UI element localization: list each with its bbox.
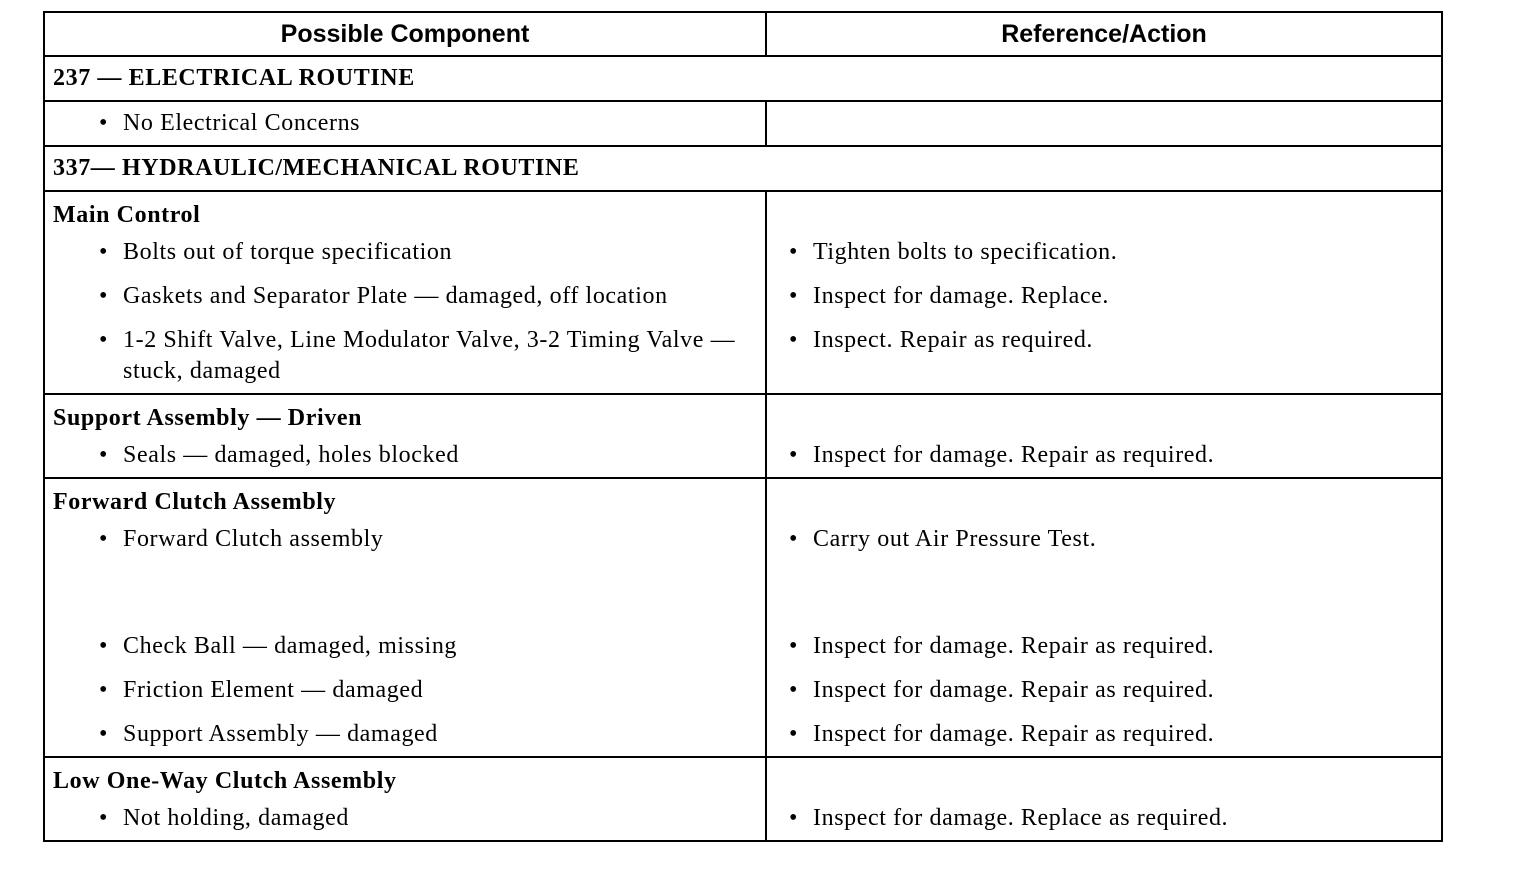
- component-text: Seals — damaged, holes blocked: [123, 442, 459, 468]
- list-item: [53, 440, 765, 471]
- hydraulic-routine-title: 337— HYDRAULIC/MECHANICAL ROUTINE: [53, 155, 580, 181]
- component-text: Bolts out of torque specification: [123, 239, 453, 265]
- header-row: [45, 13, 1441, 55]
- component-text: Support Assembly — damaged: [123, 721, 438, 747]
- spacer: [775, 404, 1441, 440]
- bullet: •: [99, 633, 109, 659]
- bullet: •: [99, 442, 109, 468]
- electrical-routine-title: 237 — ELECTRICAL ROUTINE: [53, 65, 415, 91]
- section-main-control: [45, 190, 1441, 393]
- header-possible-component: Possible Component: [45, 13, 767, 55]
- bullet: •: [789, 633, 799, 659]
- list-item: [775, 675, 1441, 706]
- spacer: [775, 201, 1441, 237]
- list-item: [53, 675, 765, 706]
- component-text: Check Ball — damaged, missing: [123, 633, 458, 659]
- list-item: [775, 803, 1441, 834]
- section-title: Main Control: [53, 202, 201, 228]
- list-item: [53, 281, 765, 312]
- section-title: Low One-Way Clutch Assembly: [53, 768, 397, 794]
- bullet: •: [789, 805, 799, 831]
- action-cell: [767, 758, 1441, 840]
- spacer: [53, 555, 765, 631]
- list-item: [53, 237, 765, 268]
- section-low-one-way-clutch-assembly: [45, 756, 1441, 840]
- action-text: Inspect. Repair as required.: [813, 327, 1094, 353]
- component-text: No Electrical Concerns: [123, 110, 361, 136]
- bullet: •: [99, 805, 109, 831]
- action-text: Inspect for damage. Repair as required.: [813, 442, 1215, 468]
- action-cell: [767, 479, 1441, 756]
- bullet: •: [99, 721, 109, 747]
- bullet: •: [789, 283, 799, 309]
- action-cell: [767, 102, 1441, 145]
- hydraulic-routine-row: [45, 145, 1441, 190]
- spacer: [775, 488, 1441, 524]
- action-text: Inspect for damage. Replace.: [813, 283, 1109, 309]
- bullet: •: [99, 327, 109, 353]
- bullet: •: [99, 677, 109, 703]
- component-text: Friction Element — damaged: [123, 677, 424, 703]
- bullet: •: [789, 721, 799, 747]
- component-cell: [45, 102, 767, 145]
- list-item: [775, 631, 1441, 662]
- action-text: Inspect for damage. Repair as required.: [813, 633, 1215, 659]
- list-item: [775, 440, 1441, 471]
- list-item: [53, 108, 360, 139]
- list-item: [53, 719, 765, 750]
- bullet: •: [789, 442, 799, 468]
- action-text: Carry out Air Pressure Test.: [813, 526, 1097, 552]
- list-item: [775, 325, 1441, 356]
- bullet: •: [789, 526, 799, 552]
- component-cell: [45, 192, 767, 393]
- list-item: [775, 281, 1441, 312]
- list-item: [775, 524, 1441, 555]
- header-reference-action: Reference/Action: [1001, 19, 1207, 48]
- action-cell: [767, 395, 1441, 477]
- bullet: •: [99, 526, 109, 552]
- list-item: [53, 631, 765, 662]
- section-title: Forward Clutch Assembly: [53, 489, 337, 515]
- list-item: [53, 524, 765, 555]
- component-text: Not holding, damaged: [123, 805, 349, 831]
- bullet: •: [99, 239, 109, 265]
- section-forward-clutch-assembly: [45, 477, 1441, 756]
- action-text: Tighten bolts to specification.: [813, 239, 1118, 265]
- action-text: Inspect for damage. Repair as required.: [813, 721, 1215, 747]
- bullet: •: [789, 239, 799, 265]
- table-row: [45, 100, 1441, 145]
- bullet: •: [99, 283, 109, 309]
- list-item: [53, 803, 765, 834]
- action-text: Inspect for damage. Replace as required.: [813, 805, 1229, 831]
- action-cell: [767, 192, 1441, 393]
- spacer: [775, 555, 1441, 631]
- component-text: Gaskets and Separator Plate — damaged, off location: [123, 283, 668, 309]
- list-item: [775, 719, 1441, 750]
- electrical-routine-row: [45, 55, 1441, 100]
- component-text: 1-2 Shift Valve, Line Modulator Valve, 3-2 Timing Valve — stuck, damaged: [123, 327, 736, 384]
- section-title: Support Assembly — Driven: [53, 405, 363, 431]
- action-text: Inspect for damage. Repair as required.: [813, 677, 1215, 703]
- list-item: [775, 237, 1441, 268]
- bullet: •: [99, 110, 109, 136]
- bullet: •: [789, 327, 799, 353]
- diagnostic-table: [43, 11, 1443, 842]
- component-cell: [45, 758, 767, 840]
- component-cell: [45, 395, 767, 477]
- component-text: Forward Clutch assembly: [123, 526, 384, 552]
- bullet: •: [789, 677, 799, 703]
- section-support-assembly-driven: [45, 393, 1441, 477]
- spacer: [775, 767, 1441, 803]
- component-cell: [45, 479, 767, 756]
- list-item: [53, 325, 765, 387]
